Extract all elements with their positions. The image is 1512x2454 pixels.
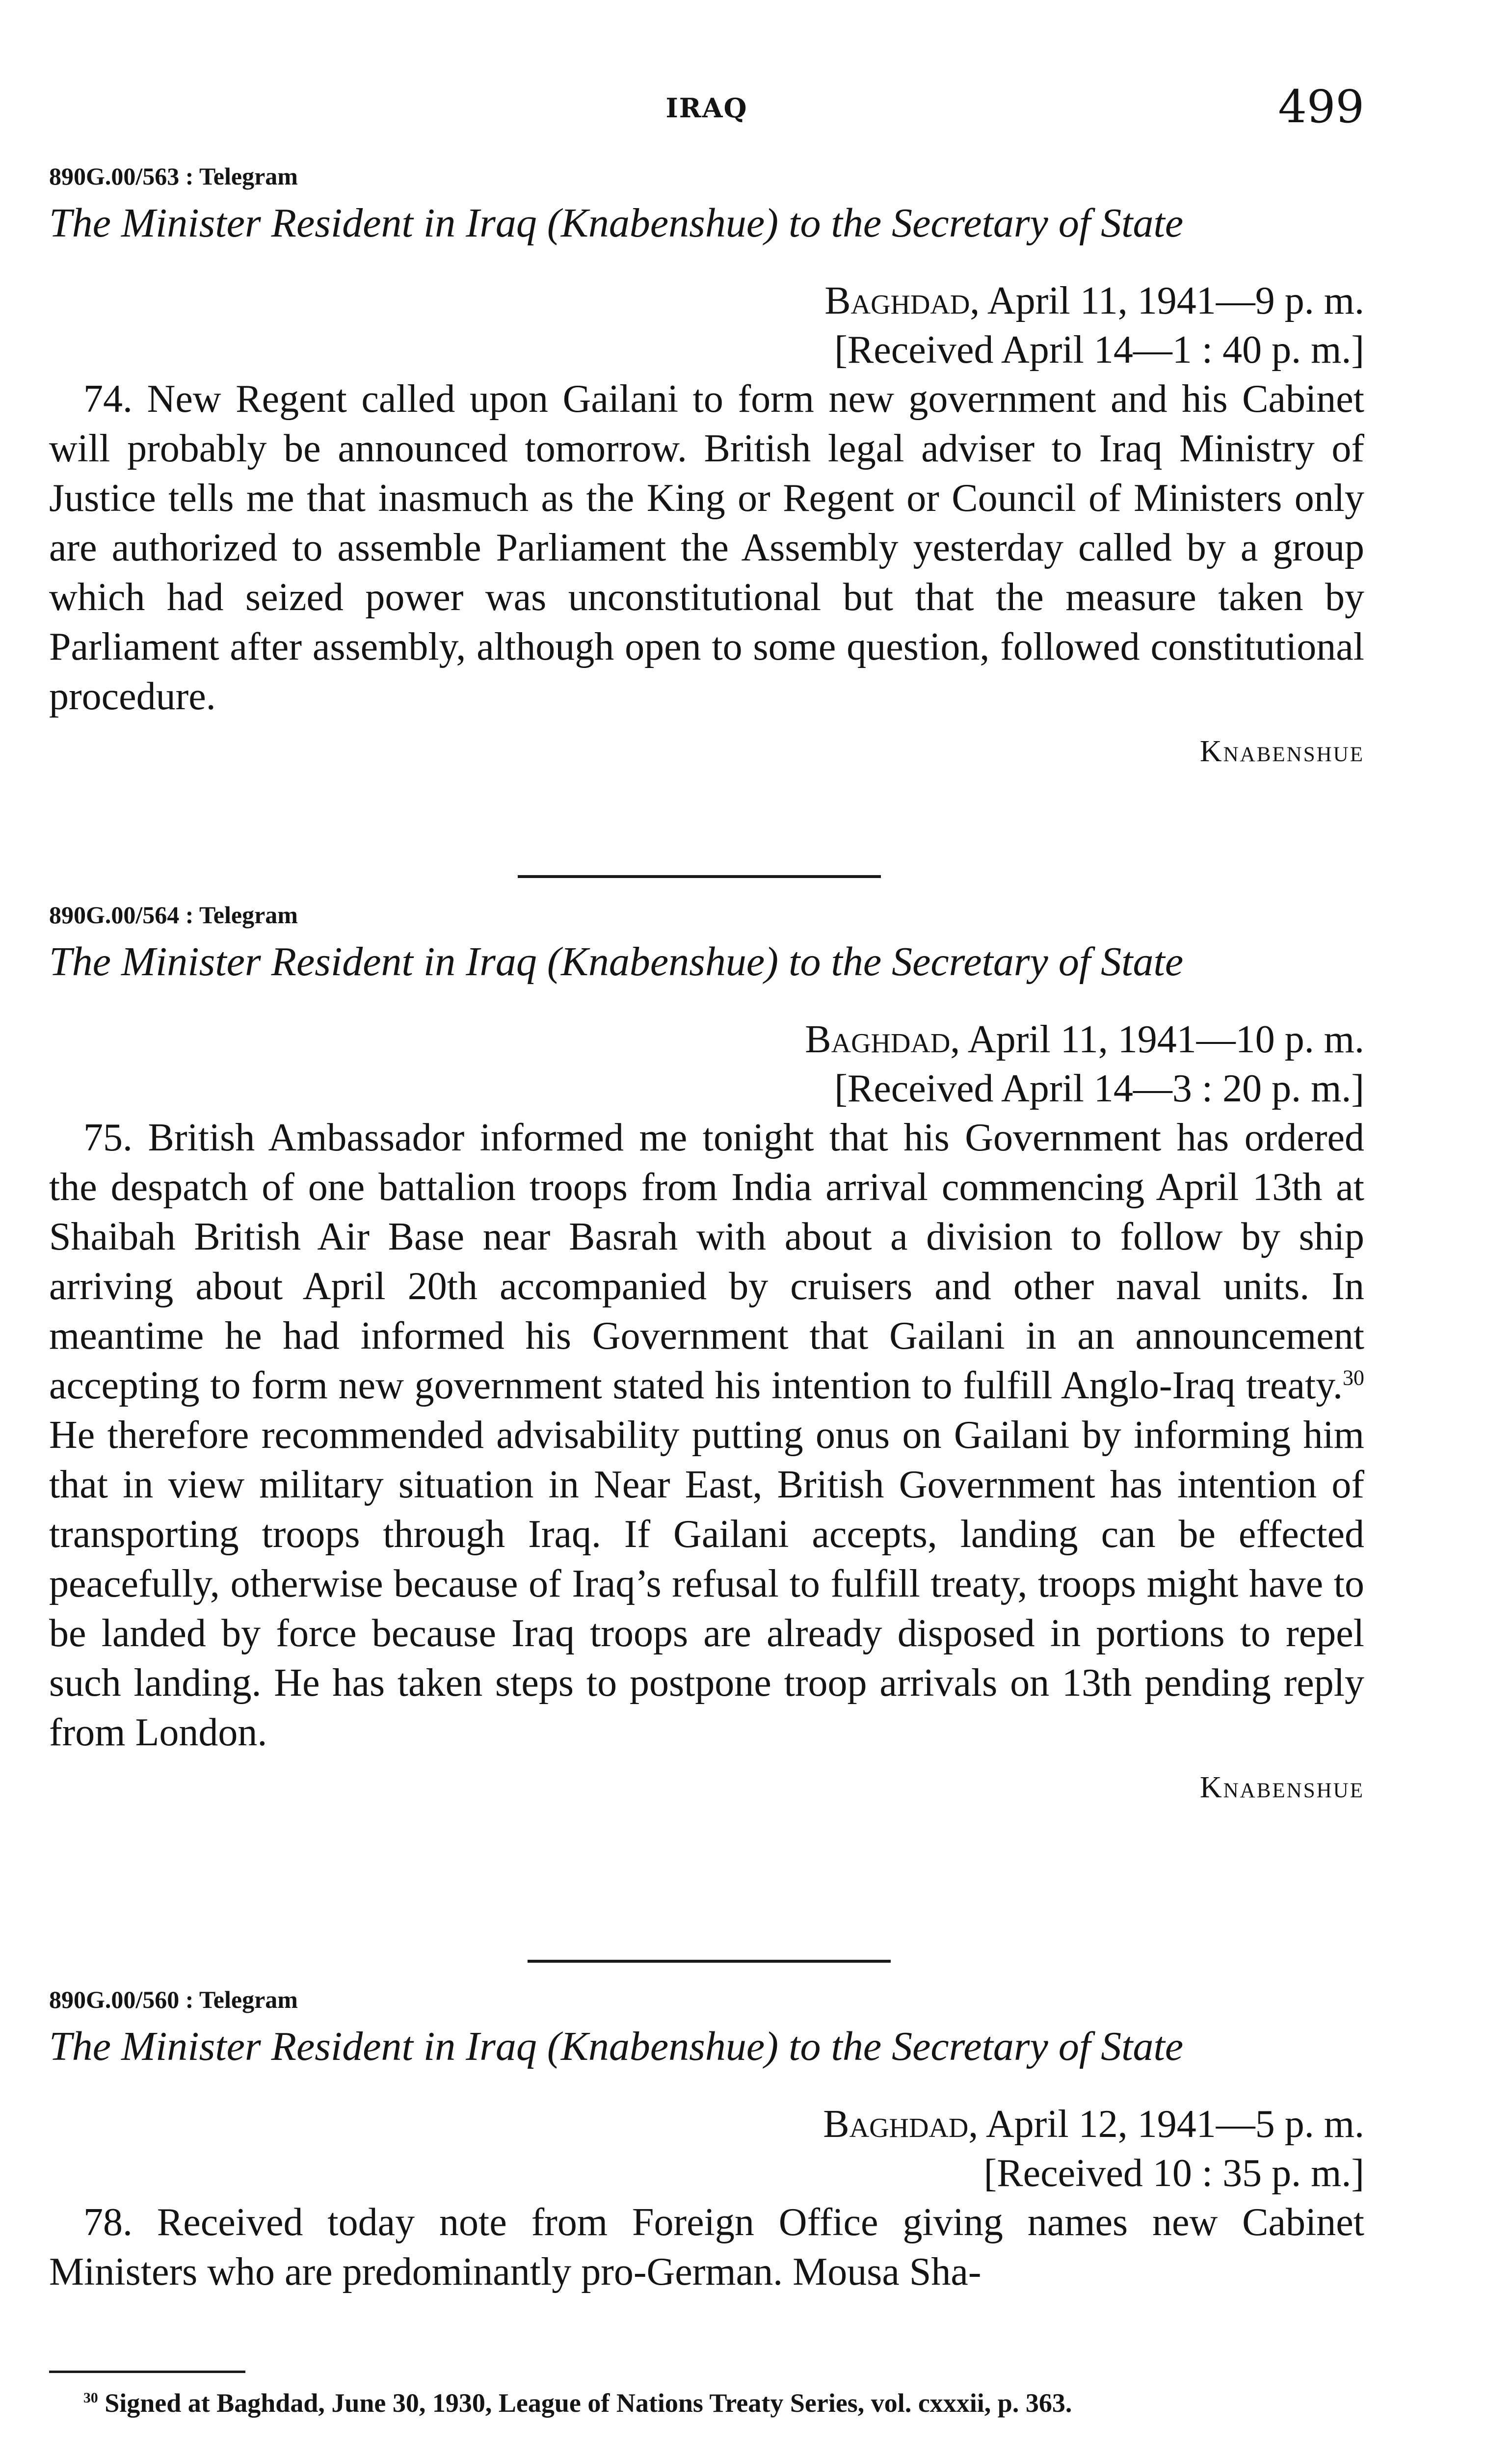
telegram-564 bbox=[49, 901, 1364, 1805]
footnote-divider bbox=[49, 2371, 245, 2373]
telegram-heading: The Minister Resident in Iraq (Knabenshue) to the Secretary of State bbox=[49, 200, 1184, 246]
signature: Knabenshue bbox=[1199, 1771, 1364, 1804]
telegram-563 bbox=[49, 162, 1364, 769]
footnote-reference: 30 bbox=[1343, 1365, 1364, 1390]
running-header bbox=[49, 74, 1364, 133]
telegram-body: 75. British Ambassador informed me tonight that his Government has ordered the despatch of one battalion troops from India arrival commencing April 13th at Shaibah British Air Base near Basrah with about a division to follow by ship arriving about April 20th accompanied by cruisers and other naval units. In meantime he had informed his Government that Gailani in an announcement accepting to form new government stated his intention to fulfill Anglo-Iraq treaty.$^{30}$ He therefore recommended advisability putting onus on Gailani by informing him that in view military situation in Near East, British Government has intention of transporting troops through Iraq. If Gailani accepts, landing can be effected peacefully, otherwise because of Iraq’s refusal to fulfill treaty, troops might have to be landed by force because Iraq troops are already disposed in portions to repel such landing. He has taken steps to postpone troop arrivals on 13th pending reply from London. bbox=[49, 1116, 1364, 1754]
file-number: 890G.00/564 : Telegram bbox=[49, 901, 298, 929]
file-number: 890G.00/560 : Telegram bbox=[49, 1986, 298, 2013]
received-line: [Received April 14—1 : 40 p. m.] bbox=[834, 328, 1364, 372]
dateline: Baghdad, April 12, 1941—5 p. m. bbox=[823, 2103, 1364, 2146]
footnote: $^{30}$ Signed at Baghdad, June 30, 1930, League of Nations Treaty Series, vol. cxxxii, p. 363. bbox=[83, 2388, 1072, 2418]
telegram-560 bbox=[49, 1985, 1364, 2297]
section-divider bbox=[528, 1960, 891, 1963]
signature: Knabenshue bbox=[1199, 735, 1364, 768]
telegram-heading: The Minister Resident in Iraq (Knabenshue) to the Secretary of State bbox=[49, 2024, 1184, 2069]
telegram-body: 78. Received today note from Foreign Office giving names new Cabinet Ministers who are predominantly pro-German. Mousa Sha- bbox=[49, 2201, 1364, 2294]
telegram-body: 74. New Regent called upon Gailani to form new government and his Cabinet will probably be announced tomorrow. British legal adviser to Iraq Ministry of Justice tells me that inasmuch as the King or Regent or Council of Ministers only are authorized to assemble Parliament the Assembly yesterday called by a group which had seized power was unconstitutional but that the measure taken by Parliament after assembly, although open to some question, followed constitutional procedure. bbox=[49, 377, 1364, 718]
received-line: [Received April 14—3 : 20 p. m.] bbox=[834, 1067, 1364, 1110]
page-number: 499 bbox=[1278, 80, 1364, 133]
telegram-heading: The Minister Resident in Iraq (Knabenshue) to the Secretary of State bbox=[49, 939, 1184, 985]
footnote-marker: 30 bbox=[83, 2390, 98, 2406]
dateline: Baghdad, April 11, 1941—10 p. m. bbox=[805, 1018, 1364, 1061]
section-divider bbox=[518, 875, 881, 878]
dateline: Baghdad, April 11, 1941—9 p. m. bbox=[824, 279, 1364, 322]
received-line: [Received 10 : 35 p. m.] bbox=[983, 2152, 1364, 2195]
section-title: IRAQ bbox=[665, 92, 748, 124]
file-number: 890G.00/563 : Telegram bbox=[49, 162, 298, 190]
